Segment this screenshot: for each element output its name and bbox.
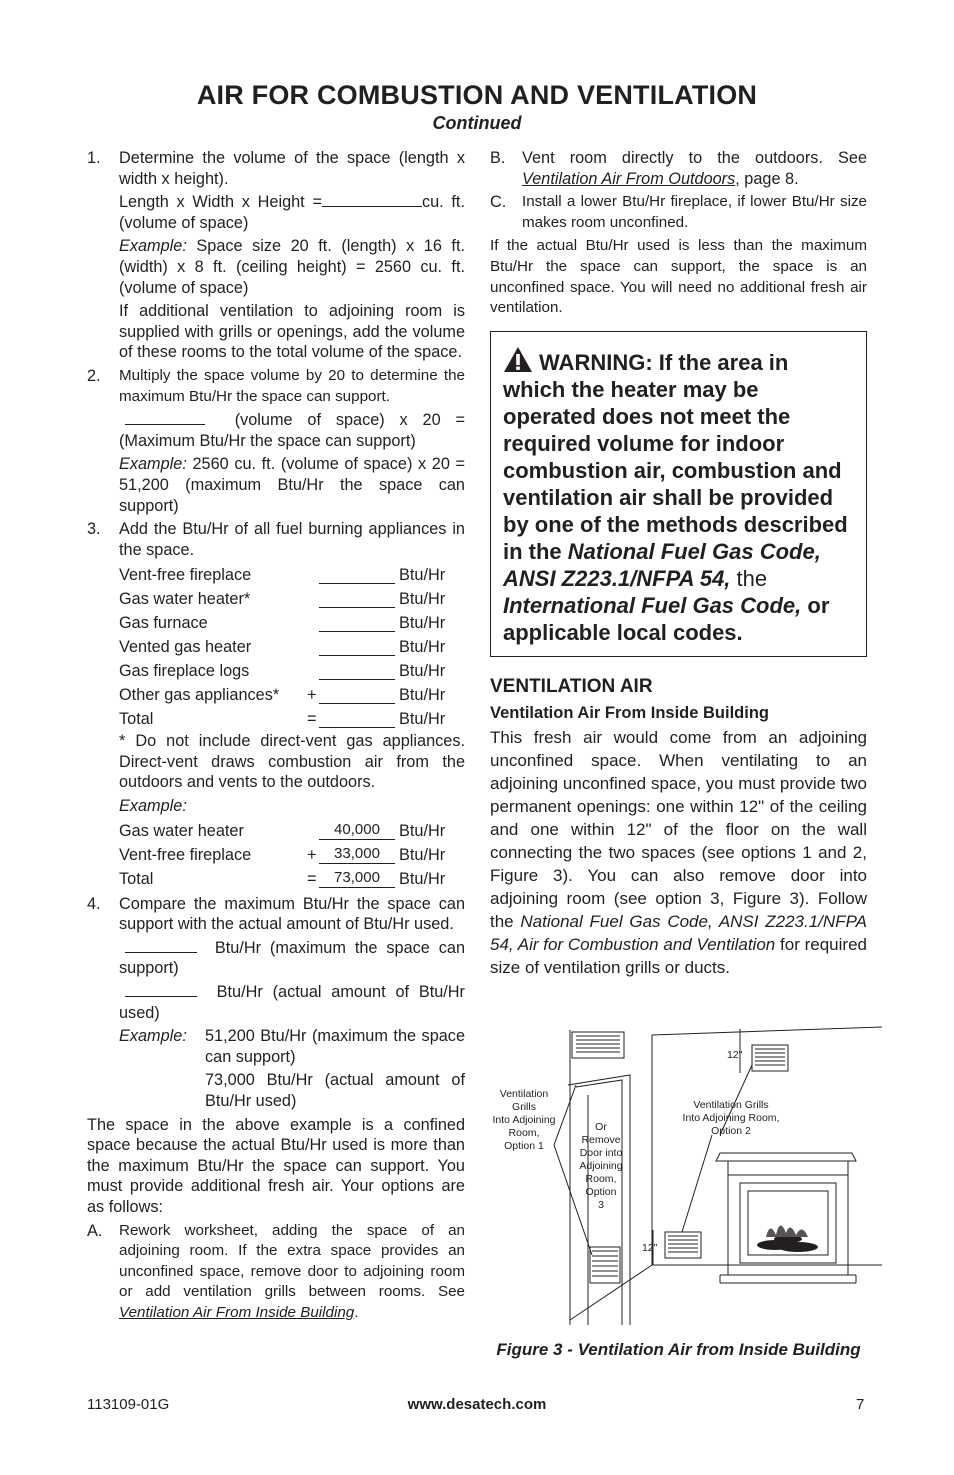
warning-code-1: National Fuel Gas Code, ANSI Z223.1/NFPA 54, — [503, 538, 821, 591]
row-blank — [319, 663, 395, 680]
body-text: This fresh air would come from an adjoining unconfined space. When ventilating to an adjoining unconfined space, you must provide two permanent openings: one within 12" of the ceiling and one within 12" of the floor on the wall connecting the two spaces (see options 1 and 2, Figure 3). You can also remove door into adjoining room (see option 3, Figure 3). Follow the — [490, 727, 867, 931]
warning-text-the: the — [736, 565, 768, 591]
row-label: Gas water heater — [119, 822, 244, 841]
left-column — [87, 148, 465, 1327]
row-unit: Btu/Hr — [399, 822, 446, 841]
row-unit: Btu/Hr — [399, 661, 446, 680]
row-unit: Btu/Hr — [399, 637, 446, 656]
row-blank — [319, 687, 395, 704]
example-1 — [87, 236, 465, 298]
punctuation: . — [354, 1303, 359, 1321]
worksheet-row — [87, 820, 465, 844]
compare-text: Btu/Hr (actual amount of Btu/Hr used) — [119, 983, 465, 1022]
warning-code-2: International Fuel Gas Code, — [503, 592, 802, 618]
dim-top-label: 12" — [727, 1049, 743, 1061]
row-blank — [319, 591, 395, 608]
fireplace-logs — [757, 1225, 818, 1252]
row-label: Other gas appliances* — [119, 685, 280, 704]
step-number: 1. — [87, 149, 101, 167]
option-3-label: Door into — [579, 1147, 623, 1159]
volume-formula — [87, 192, 465, 233]
example-label: Example: — [119, 797, 187, 816]
option-2-label: Option 2 — [711, 1125, 751, 1137]
section-heading: VENTILATION AIR — [490, 675, 653, 697]
step-text: Add the Btu/Hr of all fuel burning appliances in the space. — [119, 520, 465, 559]
row-label: Vented gas heater — [119, 637, 252, 656]
row-value: 40,000 — [319, 823, 395, 840]
body-text-end: for required size of ventilation grills or ducts. — [490, 934, 867, 977]
row-unit: Btu/Hr — [399, 870, 446, 889]
worksheet-row — [87, 683, 465, 707]
option-3-label: Option — [585, 1186, 617, 1198]
blank-line — [125, 410, 205, 425]
worksheet-row — [87, 635, 465, 659]
row-label: Gas furnace — [119, 613, 208, 632]
option-3-label: Remove — [581, 1134, 621, 1146]
option-letter: B. — [490, 149, 506, 167]
page-title: AIR FOR COMBUSTION AND VENTILATION — [196, 80, 758, 110]
blank-line — [322, 192, 422, 207]
option-text: Vent room directly to the outdoors. See — [522, 149, 867, 167]
worksheet-row — [87, 868, 465, 892]
step-text: Multiply the space volume by 20 to determine the maximum Btu/Hr the space can support. — [119, 366, 465, 405]
step-4 — [87, 894, 465, 935]
step-text: Compare the maximum Btu/Hr the space can support with the actual amount of Btu/Hr used. — [119, 894, 465, 934]
example-text: Space size 20 ft. (length) x 16 ft. (width) x 8 ft. (ceiling height) = 2560 cu. ft. (volume of space) — [119, 237, 465, 297]
compare-max — [87, 938, 465, 979]
row-unit: Btu/Hr — [399, 613, 446, 632]
row-label: Gas water heater* — [119, 589, 251, 608]
row-value: 33,000 — [319, 847, 395, 864]
link-ventilation-inside[interactable]: Ventilation Air From Inside Building — [119, 1303, 355, 1321]
step-3 — [87, 519, 465, 560]
example-4 — [87, 1026, 465, 1111]
warning-box — [490, 331, 867, 657]
compare-actual — [87, 982, 465, 1023]
warning-icon — [503, 346, 533, 373]
example-label: Example: — [119, 1027, 187, 1046]
option-b — [490, 148, 867, 189]
direct-vent-note: * Do not include direct-vent gas appliances. Direct-vent draws combustion air from the outdoors and vents to the outdoors. — [119, 732, 465, 792]
unconfined-paragraph: If the actual Btu/Hr used is less than the maximum Btu/Hr the space can support, the space is an unconfined space. You will need no additional fresh air ventilation. — [490, 237, 867, 317]
row-value: 73,000 — [319, 871, 395, 888]
row-label: Vent-free fireplace — [119, 846, 252, 865]
additional-ventilation-note: If additional ventilation to adjoining room is supplied with grills or openings, add the volume of these rooms to the total volume of the space. — [119, 302, 465, 362]
figure-caption: Figure 3 - Ventilation Air from Inside Building — [496, 1340, 861, 1359]
step-1 — [87, 148, 465, 189]
step-text: Determine the volume of the space (length x width x height). — [119, 149, 465, 188]
row-blank — [319, 615, 395, 632]
formula-unit: cu. ft. (volume of space) — [119, 193, 465, 232]
compare-text: Btu/Hr (maximum the space can support) — [119, 938, 465, 978]
blank-line — [125, 938, 197, 953]
dim-bottom-label: 12" — [642, 1242, 658, 1254]
conclusion-paragraph: The space in the above example is a confined space because the actual Btu/Hr used is more than the maximum Btu/Hr the space can support. You must provide additional fresh air. Your options are as follows: — [87, 1115, 465, 1216]
option-1-label: Into Adjoining — [492, 1114, 556, 1126]
option-3-label: Or — [595, 1121, 607, 1133]
example-label: Example: — [119, 455, 187, 474]
option-text: Install a lower Btu/Hr fireplace, if lower Btu/Hr size makes room unconfined. — [522, 193, 867, 231]
option-2-label: Into Adjoining Room, — [682, 1112, 780, 1124]
ventilation-paragraph — [490, 726, 867, 979]
website-link[interactable]: www.desatech.com — [407, 1396, 547, 1413]
row-unit: Btu/Hr — [399, 685, 446, 704]
option-3-label: Room, — [585, 1173, 617, 1185]
figure-3 — [490, 1025, 882, 1335]
row-operator: + — [307, 846, 317, 865]
row-label: Gas fireplace logs — [119, 661, 250, 680]
row-blank — [319, 711, 395, 728]
option-c — [490, 192, 867, 233]
worksheet-row — [87, 587, 465, 611]
row-operator: = — [307, 870, 317, 889]
row-label: Vent-free fireplace — [119, 565, 252, 584]
option-letter: C. — [490, 193, 507, 212]
blank-line — [125, 982, 197, 997]
room-illustration — [490, 1025, 882, 1335]
example-max: 51,200 Btu/Hr (maximum the space can support) — [205, 1027, 465, 1066]
step-2 — [87, 366, 465, 407]
warning-text-end: or applicable local codes. — [503, 592, 830, 645]
page-subtitle: Continued — [432, 113, 522, 133]
formula-text: Length x Width x Height = — [119, 193, 322, 212]
row-unit: Btu/Hr — [399, 709, 446, 728]
option-1-label: Option 1 — [504, 1140, 544, 1152]
row-unit: Btu/Hr — [399, 565, 446, 584]
example-label: Example: — [119, 237, 187, 256]
row-operator: = — [307, 709, 317, 728]
row-label: Total — [119, 870, 154, 889]
example-text: 2560 cu. ft. (volume of space) x 20 = 51,200 (maximum Btu/Hr the space can support) — [119, 455, 466, 515]
row-blank — [319, 639, 395, 656]
example-label-3 — [87, 796, 465, 817]
formula-text: (volume of space) x 20 = (Maximum Btu/Hr the space can support) — [119, 411, 465, 450]
row-unit: Btu/Hr — [399, 589, 446, 608]
worksheet-row — [87, 563, 465, 587]
warning-text: WARNING: If the area in which the heater may be operated does not meet the required volume for indoor combustion air, combustion and ventilation air shall be provided by one of the methods described in the — [503, 349, 848, 564]
option-letter: A. — [87, 1221, 103, 1240]
option-1-label: Grills — [512, 1101, 536, 1113]
worksheet-row — [87, 707, 465, 731]
doc-number: 113109-01G — [87, 1396, 170, 1413]
option-3-label: Adjoining — [579, 1160, 623, 1172]
page-ref: , page 8. — [735, 169, 799, 188]
step-number: 3. — [87, 520, 101, 539]
option-text: Rework worksheet, adding the space of an adjoining room. If the extra space provides an unconfined space, remove door to adjoining room or add ventilation grills between rooms. See — [119, 1221, 465, 1301]
row-operator: + — [307, 685, 317, 704]
worksheet-row — [87, 844, 465, 868]
option-a — [87, 1221, 465, 1324]
row-unit: Btu/Hr — [399, 846, 446, 865]
section-subheading: Ventilation Air From Inside Building — [490, 704, 769, 723]
option-3-label: 3 — [598, 1199, 604, 1211]
link-ventilation-outdoors[interactable]: Ventilation Air From Outdoors — [522, 169, 736, 188]
option-2-label: Ventilation Grills — [693, 1099, 769, 1111]
option-1-label: Ventilation — [499, 1088, 549, 1100]
appliance-worksheet — [87, 563, 465, 731]
worksheet-row — [87, 659, 465, 683]
grill-slats-top — [576, 1036, 620, 1052]
page-number: 7 — [856, 1396, 865, 1413]
btu-formula — [87, 410, 465, 451]
row-label: Total — [119, 709, 154, 728]
code-reference: National Fuel Gas Code, ANSI Z223.1/NFPA 54, Air for Combustion and Ventilation — [490, 911, 867, 954]
worksheet-row — [87, 611, 465, 635]
step-number: 2. — [87, 366, 101, 385]
example-worksheet — [87, 820, 465, 892]
example-2 — [87, 454, 465, 516]
example-actual: 73,000 Btu/Hr (actual amount of Btu/Hr used) — [205, 1071, 465, 1110]
right-column — [490, 148, 867, 979]
row-blank — [319, 567, 395, 584]
step-number: 4. — [87, 894, 101, 913]
option-1-label: Room, — [508, 1127, 540, 1139]
